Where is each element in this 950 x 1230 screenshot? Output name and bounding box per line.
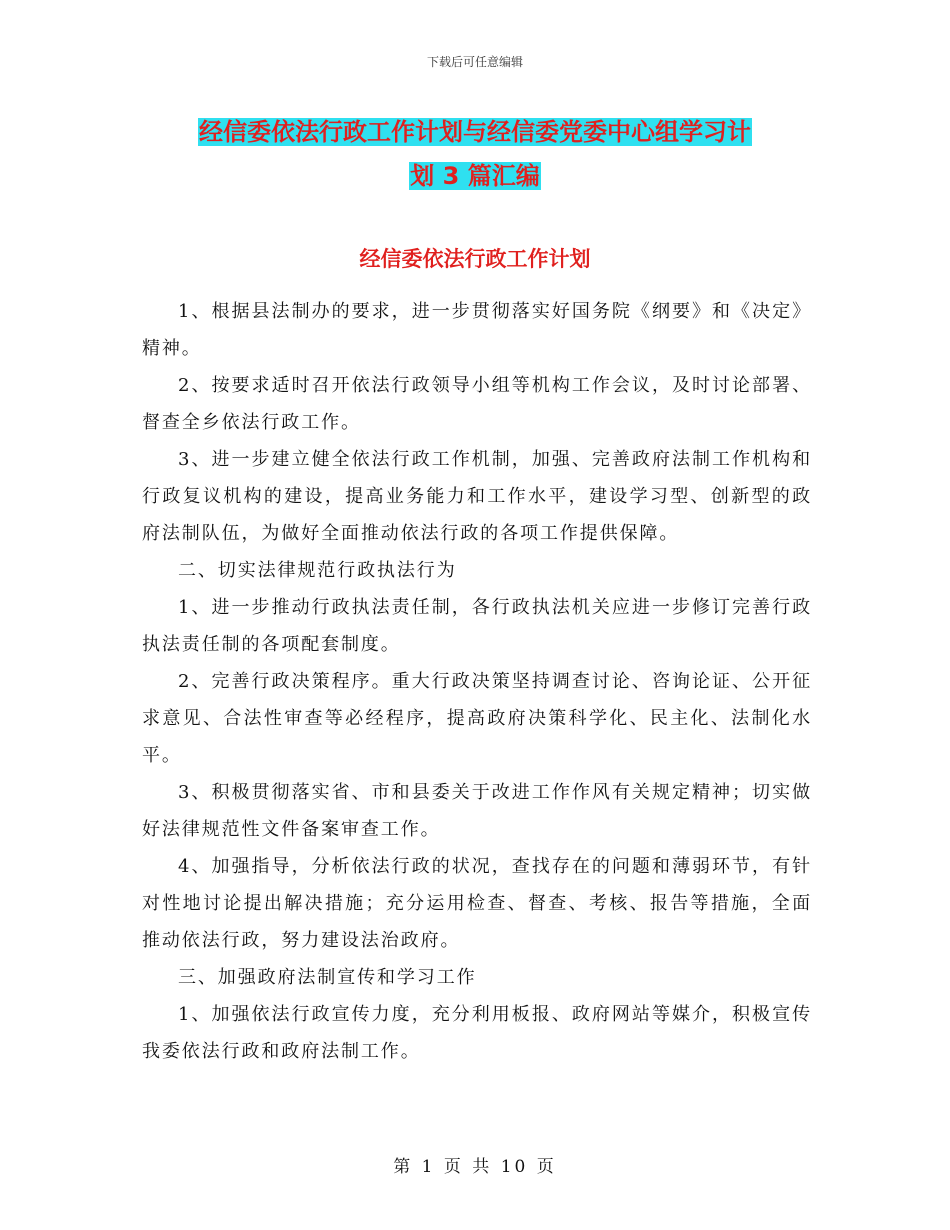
page-footer: 第 1 页 共 10 页 <box>393 1157 557 1177</box>
paragraph: 4、加强指导，分析依法行政的状况，查找存在的问题和薄弱环节，有针对性地讨论提出解决措施；充分运用检查、督查、考核、报告等措施，全面推动依法行政，努力建设法治政府。 <box>142 856 812 951</box>
document-body <box>142 293 812 1070</box>
paragraph: 2、按要求适时召开依法行政领导小组等机构工作会议，及时讨论部署、督查全乡依法行政工作。 <box>142 375 812 433</box>
paragraph: 1、根据县法制办的要求，进一步贯彻落实好国务院《纲要》和《决定》精神。 <box>142 301 812 359</box>
paragraph: 1、加强依法行政宣传力度，充分利用板报、政府网站等媒介，积极宣传我委依法行政和政府法制工作。 <box>142 1004 812 1062</box>
paragraph: 3、积极贯彻落实省、市和县委关于改进工作作风有关规定精神；切实做好法律规范性文件备案审查工作。 <box>142 782 812 840</box>
section-heading: 二、切实法律规范行政执法行为 <box>178 560 457 581</box>
document-title-line-1 <box>150 112 800 152</box>
title-highlight-1: 经信委依法行政工作计划与经信委党委中心组学习计 <box>199 118 751 146</box>
title-highlight-2: 划 3 篇汇编 <box>410 162 540 190</box>
paragraph: 3、进一步建立健全依法行政工作机制，加强、完善政府法制工作机构和行政复议机构的建设，提高业务能力和工作水平，建设学习型、创新型的政府法制队伍，为做好全面推动依法行政的各项工作提供保障。 <box>142 449 812 544</box>
paragraph: 2、完善行政决策程序。重大行政决策坚持调查讨论、咨询论证、公开征求意见、合法性审查等必经程序，提高政府决策科学化、民主化、法制化水平。 <box>142 671 812 766</box>
section-title: 经信委依法行政工作计划 <box>359 247 591 271</box>
header-note: 下载后可任意编辑 <box>426 55 523 69</box>
section-heading: 三、加强政府法制宣传和学习工作 <box>178 967 477 988</box>
document-title-line-2 <box>150 156 800 196</box>
paragraph: 1、进一步推动行政执法责任制，各行政执法机关应进一步修订完善行政执法责任制的各项配套制度。 <box>142 597 812 655</box>
